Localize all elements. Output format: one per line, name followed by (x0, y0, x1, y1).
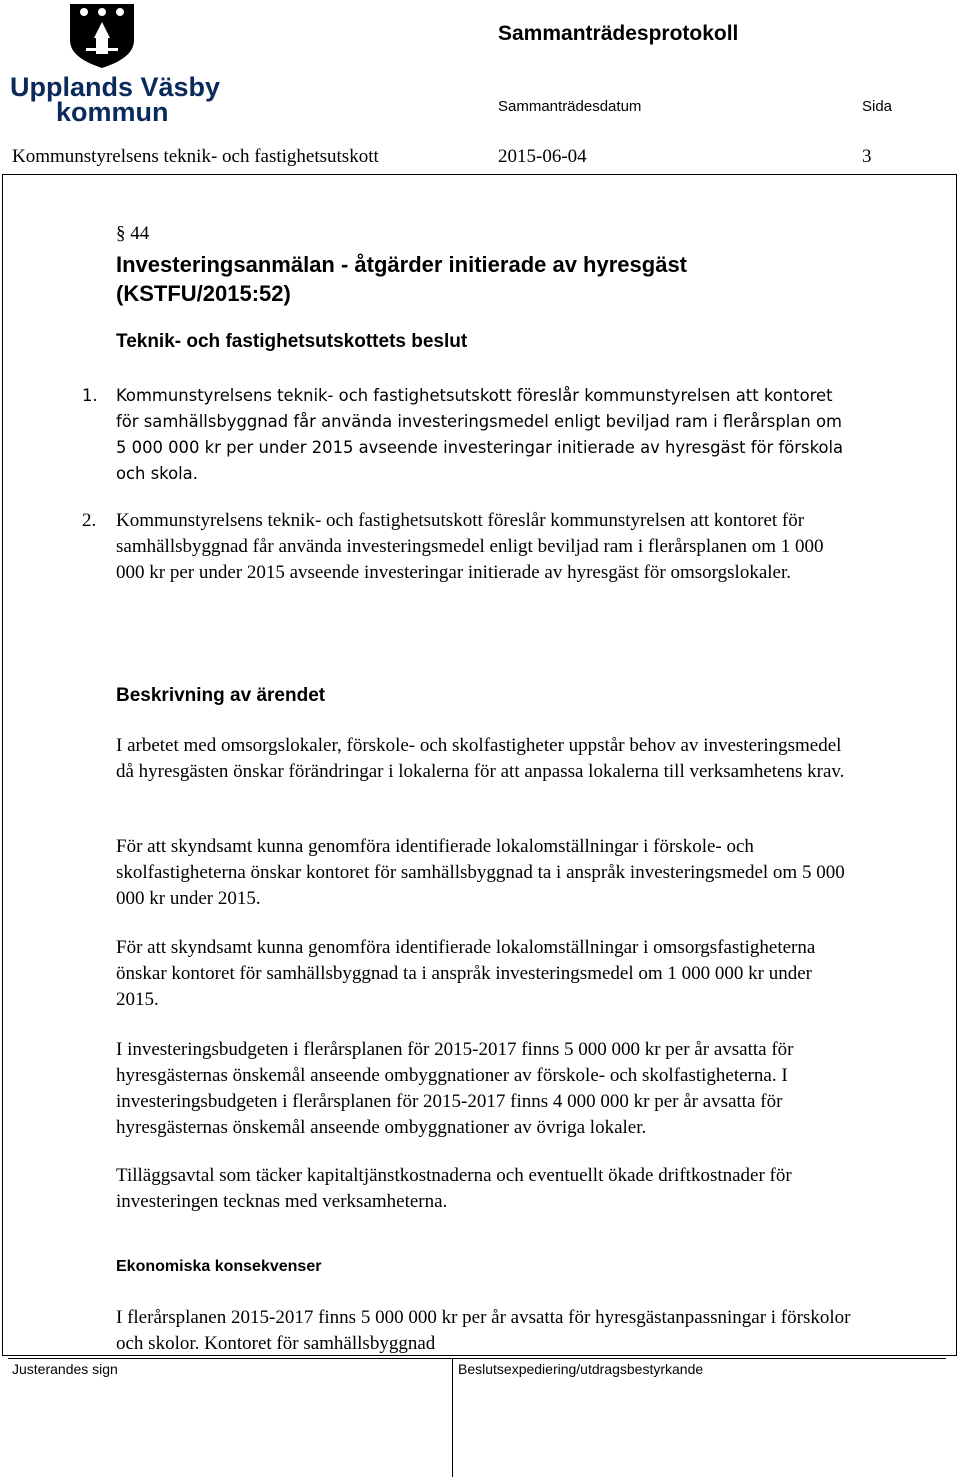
description-paragraph: För att skyndsamt kunna genomföra identifierade lokalomställningar i förskole- och skolfastigheterna önskar kontoret för samhällsbyggnad ta i anspråk investeringsmedel om 5 000 000 kr under 2015. (116, 836, 845, 909)
decision-number: 1. (82, 386, 98, 405)
description-paragraph: För att skyndsamt kunna genomföra identifierade lokalomställningar i omsorgsfastigheterna önskar kontoret för samhällsbyggnad ta i anspråk investeringsmedel om 1 000 000 kr under 2015. (116, 937, 816, 1010)
decision-item (82, 383, 856, 487)
paragraph-number: § 44 (116, 223, 150, 244)
section-title-line1: Investeringsanmälan - åtgärder initierade av hyresgäst (116, 252, 688, 277)
svg-text:Upplands Väsby: Upplands Väsby (10, 72, 221, 102)
decision-text: Kommunstyrelsens teknik- och fastighetsutskott föreslår kommunstyrelsen att kontoret för samhällsbyggnad får använda investeringsmedel enligt beviljad ram i flerårsplanen om 1 000 000 kr per under 2015 avseende investeringar initierade av hyresgäst för omsorgslokaler. (116, 510, 824, 583)
decision-heading: Teknik- och fastighetsutskottets beslut (116, 331, 468, 352)
description-heading: Beskrivning av ärendet (116, 685, 326, 706)
economic-consequences-text: I flerårsplanen 2015-2017 finns 5 000 000 kr per år avsatta för hyresgästanpassningar i förskolor och skolor. Kontoret för samhällsbyggnad (116, 1307, 851, 1354)
municipality-logo (8, 2, 221, 127)
description-paragraph: I investeringsbudgeten i flerårsplanen för 2015-2017 finns 5 000 000 kr per år avsatta för hyresgästernas önskemål anseende ombyggnationer av förskole- och skolfastigheterna. I investeringsbudgeten i flerårsplanen för 2015-2017 finns 4 000 000 kr per år avsatta för hyresgästernas önskemål anseende ombyggnationer av övriga lokaler. (116, 1039, 794, 1138)
decision-text: Kommunstyrelsens teknik- och fastighetsutskott föreslår kommunstyrelsen att kontoret för samhällsbyggnad får använda investeringsmedel enligt beviljad ram i flerårsplan om 5 000 000 kr per under 2015 avseende investeringar initierade av hyresgäst för förskola och skola. (116, 386, 844, 483)
committee-name: Kommunstyrelsens teknik- och fastighetsutskott (12, 146, 379, 167)
description-paragraph: I arbetet med omsorgslokaler, förskole- och skolfastigheter uppstår behov av investeringsmedel då hyresgästen önskar förändringar i lokalerna för att anpassa lokalerna till verksamhetens krav. (116, 735, 845, 782)
footer-column-divider (452, 1358, 453, 1477)
municipal-coat-of-arms-icon (8, 2, 221, 127)
economic-consequences-heading: Ekonomiska konsekvenser (116, 1258, 322, 1275)
decision-item (82, 508, 856, 586)
meeting-date: 2015-06-04 (498, 146, 587, 167)
footer-dispatch-label: Beslutsexpediering/utdragsbestyrkande (458, 1361, 704, 1377)
footer-signature-label: Justerandes sign (12, 1361, 118, 1377)
page-label: Sida (862, 98, 893, 115)
section-title (116, 250, 896, 308)
page-number: 3 (862, 146, 872, 167)
description-paragraph: Tilläggsavtal som täcker kapitaltjänstkostnaderna och eventuellt ökade driftkostnader för investeringen tecknas med verksamheterna. (116, 1165, 792, 1212)
svg-text:kommun: kommun (56, 97, 169, 127)
footer-divider (8, 1358, 946, 1359)
document-type-title: Sammanträdesprotokoll (498, 22, 739, 45)
section-title-line2: (KSTFU/2015:52) (116, 281, 291, 306)
meeting-date-label: Sammanträdesdatum (498, 98, 642, 115)
decision-number: 2. (82, 510, 97, 531)
